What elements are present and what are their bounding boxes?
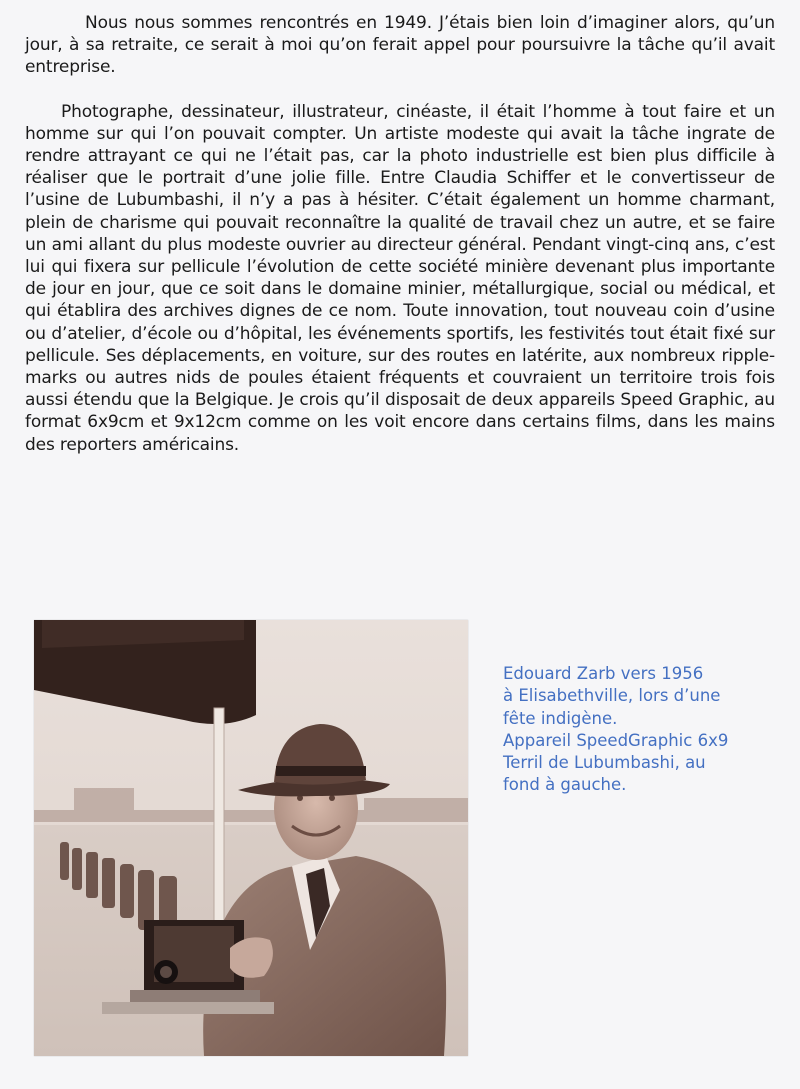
- caption-line: Terril de Lubumbashi, au: [503, 753, 706, 773]
- body-text: [25, 12, 775, 456]
- caption-line: fête indigène.: [503, 708, 618, 728]
- sepia-photograph: [34, 620, 468, 1056]
- caption-line: à Elisabethville, lors d’une: [503, 686, 721, 706]
- photo-caption: [503, 663, 793, 797]
- caption-line: Appareil SpeedGraphic 6x9: [503, 730, 729, 750]
- caption-line: fond à gauche.: [503, 775, 627, 795]
- caption-line: Edouard Zarb vers 1956: [503, 664, 704, 683]
- paragraph-1: Nous nous sommes rencontrés en 1949. J’étais bien loin d’imaginer alors, qu’un jour, à sa retraite, ce serait à moi qu’on ferait appel pour poursuivre la tâche qu’il avait entreprise.: [25, 13, 775, 78]
- paragraph-2: Photographe, dessinateur, illustrateur, cinéaste, il était l’homme à tout faire et un homme sur qui l’on pouvait compter. Un artiste modeste qui avait la tâche ingrate de rendre attrayant ce qui ne l’était pas, car la photo industrielle est bien plus difficile à réaliser que le portrait d’une jolie fille. Entre Claudia Schiffer et le convertisseur de l’usine de Lubumbashi, il n’y a pas à hésiter. C’était également un homme charmant, plein de charisme qui pouvait reconnaître la qualité de travail chez un autre, et se faire un ami allant du plus modeste ouvrier au directeur général. Pendant vingt-cinq ans, c’est lui qui fixera sur pellicule l’évolution de cette société minière devenant plus importante de jour en jour, que ce soit dans le domaine minier, métallurgique, social ou médical, et qui établira des archives dignes de ce nom. Toute innovation, tout nouveau coin d’usine ou d’atelier, d’école ou d’hôpital, les événements sportifs, les festivités tout était fixé sur pellicule. Ses déplacements, en voiture, sur des routes en latérite, aux nombreux ripple-marks ou autres nids de poules étaient fréquents et couvraient un territoire trois fois aussi étendu que la Belgique. Je crois qu’il disposait de deux appareils Speed Graphic, au format 6x9cm et 9x12cm comme on les voit encore dans certains films, dans les mains des reporters américains.: [25, 101, 775, 455]
